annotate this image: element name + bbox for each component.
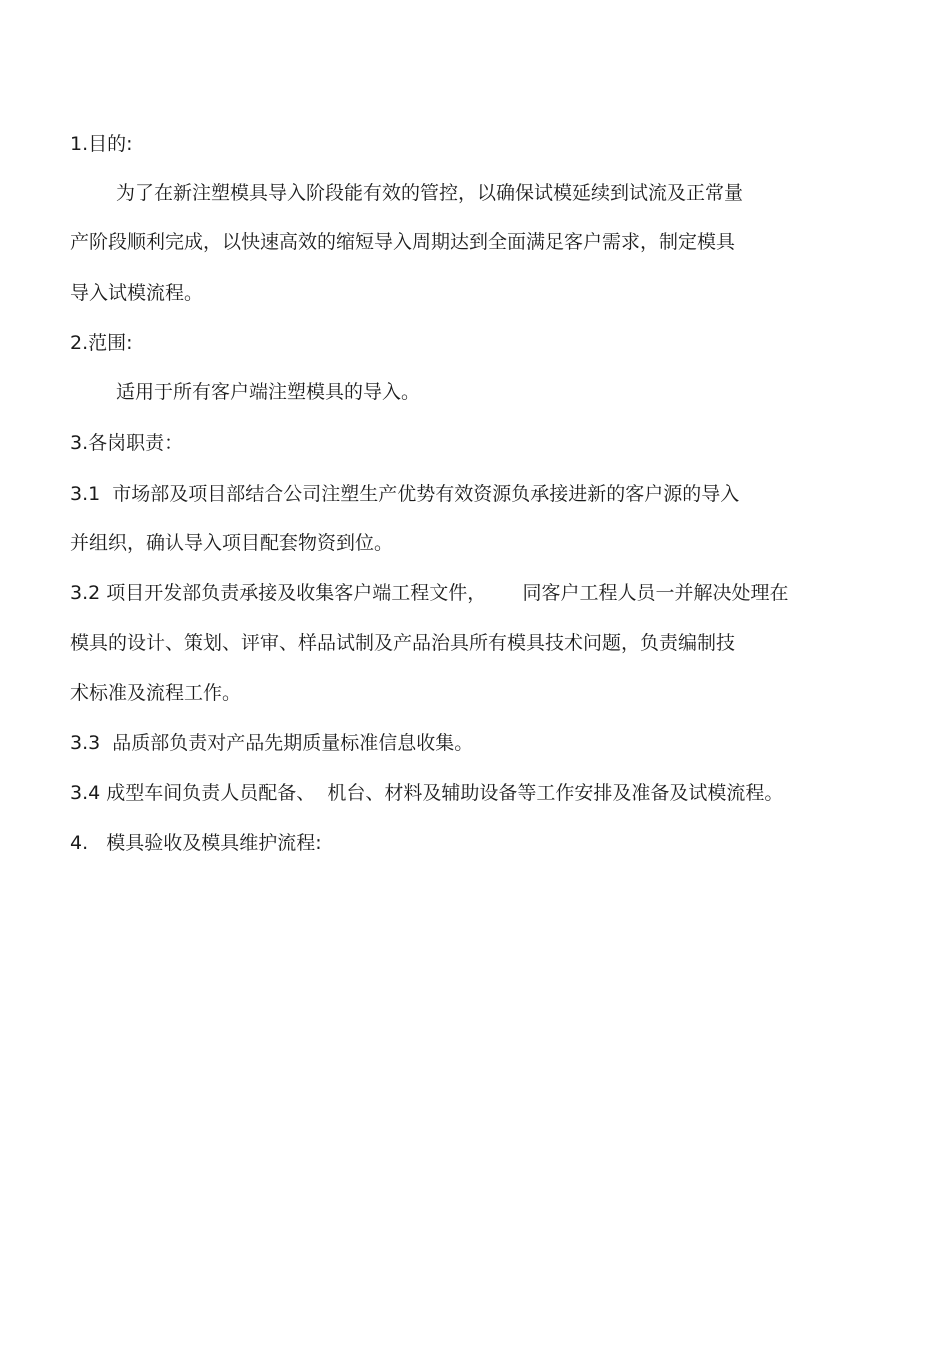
section-4-heading: 4. 模具验收及模具维护流程: xyxy=(70,832,322,854)
purpose-text-line-2: 产阶段顺利完成，以快速高效的缩短导入周期达到全面满足客户需求，制定模具 xyxy=(70,231,736,253)
duty-3-1-line-1: 3.1 市场部及项目部结合公司注塑生产优势有效资源负承接进新的客户源的导入 xyxy=(70,483,740,505)
section-2-heading: 2.范围: xyxy=(70,332,133,354)
duty-3-3: 3.3 品质部负责对产品先期质量标准信息收集。 xyxy=(70,732,474,754)
duty-3-2-line-2: 模具的设计、策划、评审、样品试制及产品治具所有模具技术问题，负责编制技 xyxy=(70,632,736,654)
scope-text: 适用于所有客户端注塑模具的导入。 xyxy=(116,381,421,403)
section-3-heading: 3.各岗职责： xyxy=(70,432,184,454)
duty-3-2-line-1: 3.2 项目开发部负责承接及收集客户端工程文件， 同客户工程人员一并解决处理在 xyxy=(70,582,789,604)
purpose-text-line-3: 导入试模流程。 xyxy=(70,282,204,304)
section-1-heading: 1.目的: xyxy=(70,133,133,155)
duty-3-4: 3.4 成型车间负责人员配备、 机台、材料及辅助设备等工作安排及准备及试模流程。 xyxy=(70,782,784,804)
duty-3-2-line-3: 术标准及流程工作。 xyxy=(70,682,242,704)
purpose-text-line-1: 为了在新注塑模具导入阶段能有效的管控，以确保试模延续到试流及正常量 xyxy=(116,182,744,204)
duty-3-1-line-2: 并组织，确认导入项目配套物资到位。 xyxy=(70,532,394,554)
